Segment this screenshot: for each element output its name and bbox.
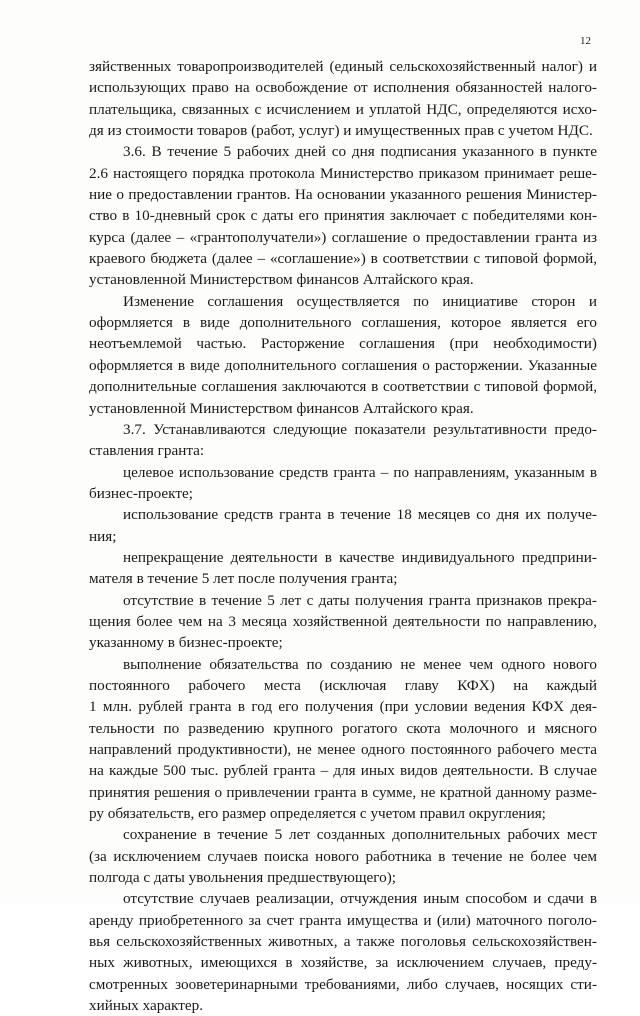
text-line: на каждые 500 тыс. рублей гранта – для иных видов деятельности. В случае xyxy=(89,762,597,780)
paragraph-start-line: целевое использование средств гранта – по направлениям, указанным в xyxy=(123,463,597,481)
text-line: указанному в бизнес-проекте; xyxy=(89,634,283,652)
text-line: установленной Министерством финансов Алтайского края. xyxy=(89,271,474,289)
text-line: ру обязательств, его размер определяется с учетом правил округления; xyxy=(89,805,546,823)
paragraph-start-line: отсутствие в течение 5 лет с даты получения гранта признаков прекра- xyxy=(123,591,597,609)
page-number: 12 xyxy=(580,35,591,47)
text-line: ние о предоставлении грантов. На основании указанного решения Министер- xyxy=(89,186,597,204)
text-line: дя из стоимости товаров (работ, услуг) и имущественных прав с учетом НДС. xyxy=(89,122,593,140)
text-line: принятия решения о привлечении гранта в сумме, не кратной данному разме- xyxy=(89,783,597,801)
text-line: ных животных, имеющихся в хозяйстве, за исключением случаев, преду- xyxy=(89,954,597,972)
text-line: установленной Министерством финансов Алтайского края. xyxy=(89,399,474,417)
text-line: полгода с даты увольнения предшествующего); xyxy=(89,869,397,887)
text-line: плательщика, связанных с исчислением и уплатой НДС, определяются исхо- xyxy=(89,100,597,118)
paragraph-start-line: отсутствие случаев реализации, отчуждения иным способом и сдачи в xyxy=(123,890,597,908)
document-body xyxy=(89,56,597,1016)
text-line: мателя в течение 5 лет после получения гранта; xyxy=(89,570,398,588)
text-line: курса (далее – «грантополучатели») соглашение о предоставлении гранта из xyxy=(89,228,597,246)
text-line: неотъемлемой частью. Расторжение соглашения (при необходимости) xyxy=(89,335,597,353)
paragraph-start-line: Изменение соглашения осуществляется по инициативе сторон и xyxy=(123,292,597,310)
text-line: тельности по разведению крупного рогатого скота молочного и мясного xyxy=(89,719,597,737)
text-line: оформляется в виде дополнительного соглашения, которое является его xyxy=(89,314,597,332)
text-line: бизнес-проекте; xyxy=(89,484,193,502)
text-line: ния; xyxy=(89,527,117,545)
text-line: направлений продуктивности), не менее одного постоянного рабочего места xyxy=(89,741,597,758)
paragraph-start-line: 3.6. В течение 5 рабочих дней со дня подписания указанного в пункте xyxy=(123,143,597,161)
paragraph-start-line: сохранение в течение 5 лет созданных дополнительных рабочих мест xyxy=(123,826,597,844)
paragraph-start-line: 3.7. Устанавливаются следующие показатели результативности предо- xyxy=(123,420,597,438)
text-line: вья сельскохозяйственных животных, а также поголовья сельскохозяйствен- xyxy=(89,933,597,951)
paragraph-start-line: непрекращение деятельности в качестве индивидуального предприни- xyxy=(123,548,597,566)
text-line: зяйственных товаропроизводителей (единый сельскохозяйственный налог) и xyxy=(89,58,597,75)
text-line: щения более чем на 3 месяца хозяйственной деятельности по направлению, xyxy=(89,612,597,630)
text-line: смотренных зооветеринарными требованиями, либо случаев, носящих сти- xyxy=(89,975,597,993)
paragraph-start-line: использование средств гранта в течение 18 месяцев со дня их получе- xyxy=(123,506,597,524)
text-line: 2.6 настоящего порядка протокола Министерство приказом принимает реше- xyxy=(89,164,597,182)
text-line: 1 млн. рублей гранта в год его получения (при условии ведения КФХ дея- xyxy=(89,698,597,716)
text-line: аренду приобретенного за счет гранта имущества и (или) маточного поголо- xyxy=(89,911,597,929)
text-line: ство в 10-дневный срок с даты его принятия заключает с победителями кон- xyxy=(89,207,597,225)
text-line: ставления гранта: xyxy=(89,442,205,460)
text-line: постоянного рабочего места (исключая главу КФХ) на каждый xyxy=(89,676,597,694)
text-line: оформляется в виде дополнительного соглашения о расторжении. Указанные xyxy=(89,356,597,374)
text-line: дополнительные соглашения заключаются в соответствии с типовой формой, xyxy=(89,378,597,396)
text-line: краевого бюджета (далее – «соглашение») в соответствии с типовой формой, xyxy=(89,250,597,268)
text-line: хийных характер. xyxy=(89,997,203,1015)
paragraph-start-line: выполнение обязательства по созданию не менее чем одного нового xyxy=(123,655,597,673)
text-line: использующих право на освобождение от исполнения обязанностей налого- xyxy=(89,79,597,97)
text-line: (за исключением случаев поиска нового работника в течение не более чем xyxy=(89,847,597,865)
